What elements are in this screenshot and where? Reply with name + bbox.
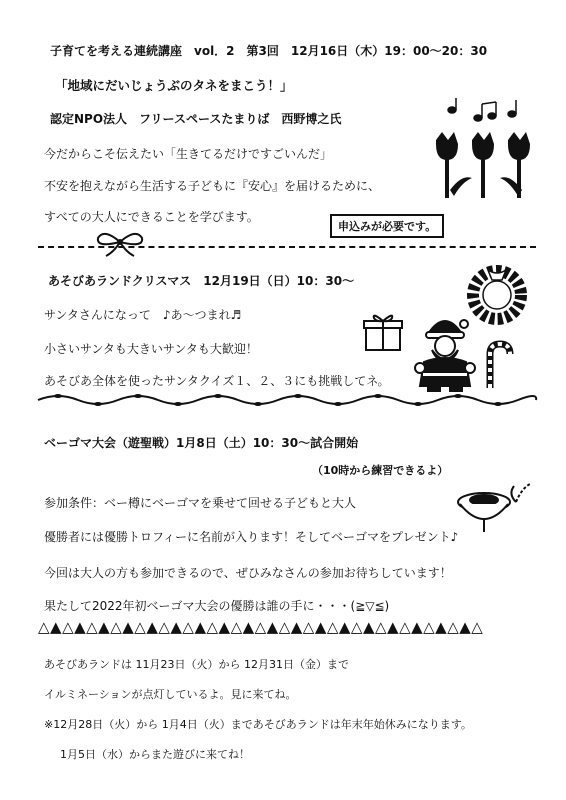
spinning-top-icon	[456, 480, 536, 536]
candy-cane-icon	[478, 340, 518, 390]
section-divider-dashed	[38, 246, 536, 248]
music-notes-icon	[446, 96, 526, 126]
vine-divider-icon	[38, 390, 536, 410]
ribbon-bow-icon	[92, 228, 148, 258]
santa-icon	[410, 312, 480, 392]
christmas-line-3: あそびあ全体を使ったサンタクイズ１、２、３にも挑戦してネ。	[44, 374, 390, 388]
info-line-2: イルミネーションが点灯しているよ。見に来てね。	[44, 688, 297, 701]
beigoma-title: ベーゴマ大会（遊聖戦）1月8日（土）10：30〜試合開始	[44, 436, 359, 450]
info-line-4: 1月5日（水）からまた遊びに来てね！	[60, 748, 250, 761]
beigoma-subtitle: （10時から練習できるよ）	[312, 464, 449, 477]
beigoma-line-1: 参加条件：ベー樽にベーゴマを乗せて回せる子どもと大人	[44, 496, 357, 510]
info-line-3: ※12月28日（火）から 1月4日（火）まであそびあランドは年末年始休みになります。	[44, 718, 472, 731]
christmas-title: あそびあランドクリスマス 12月19日（日）10：30〜	[48, 274, 355, 288]
lecture-theme: 「地域にだいじょうぶのタネをまこう！」	[55, 78, 293, 93]
lecture-line-1: 今だからこそ伝えたい「生きてるだけですごいんだ」	[44, 147, 333, 161]
christmas-line-1: サンタさんになって ♪あ〜つまれ♬	[44, 308, 242, 322]
lecture-line-3: すべての大人にできることを学びます。	[44, 210, 259, 224]
tulip-icon	[432, 130, 542, 200]
lecture-header: 子育てを考える連続講座 vol．2 第3回 12月16日（木）19：00〜20：30	[50, 44, 488, 58]
gift-box-icon	[362, 312, 404, 352]
christmas-line-2: 小さいサンタも大きいサンタも大歓迎！	[44, 342, 258, 356]
triangle-divider: △▲△▲△▲△▲△▲△▲△▲△▲△▲△▲△▲△▲△▲△▲△▲△▲△▲△▲△	[38, 618, 484, 636]
beigoma-line-4: 果たして2022年初ベーゴマ大会の優勝は誰の手に・・・(≧▽≦)	[44, 599, 390, 613]
beigoma-line-3: 今回は大人の方も参加できるので、ぜひみなさんの参加お待ちしています！	[44, 566, 452, 580]
registration-notice: 申込みが必要です。	[330, 214, 444, 238]
info-line-1: あそびあランドは 11月23日（火）から 12月31日（金）まで	[44, 658, 349, 671]
lecture-line-2: 不安を抱えながら生活する子どもに『安心』を届けるために、	[44, 179, 381, 193]
lecture-speaker: 認定NPO法人 フリースペースたまりば 西野博之氏	[50, 112, 342, 126]
beigoma-line-2: 優勝者には優勝トロフィーに名前が入ります！そしてベーゴマをプレゼント♪	[44, 530, 459, 544]
